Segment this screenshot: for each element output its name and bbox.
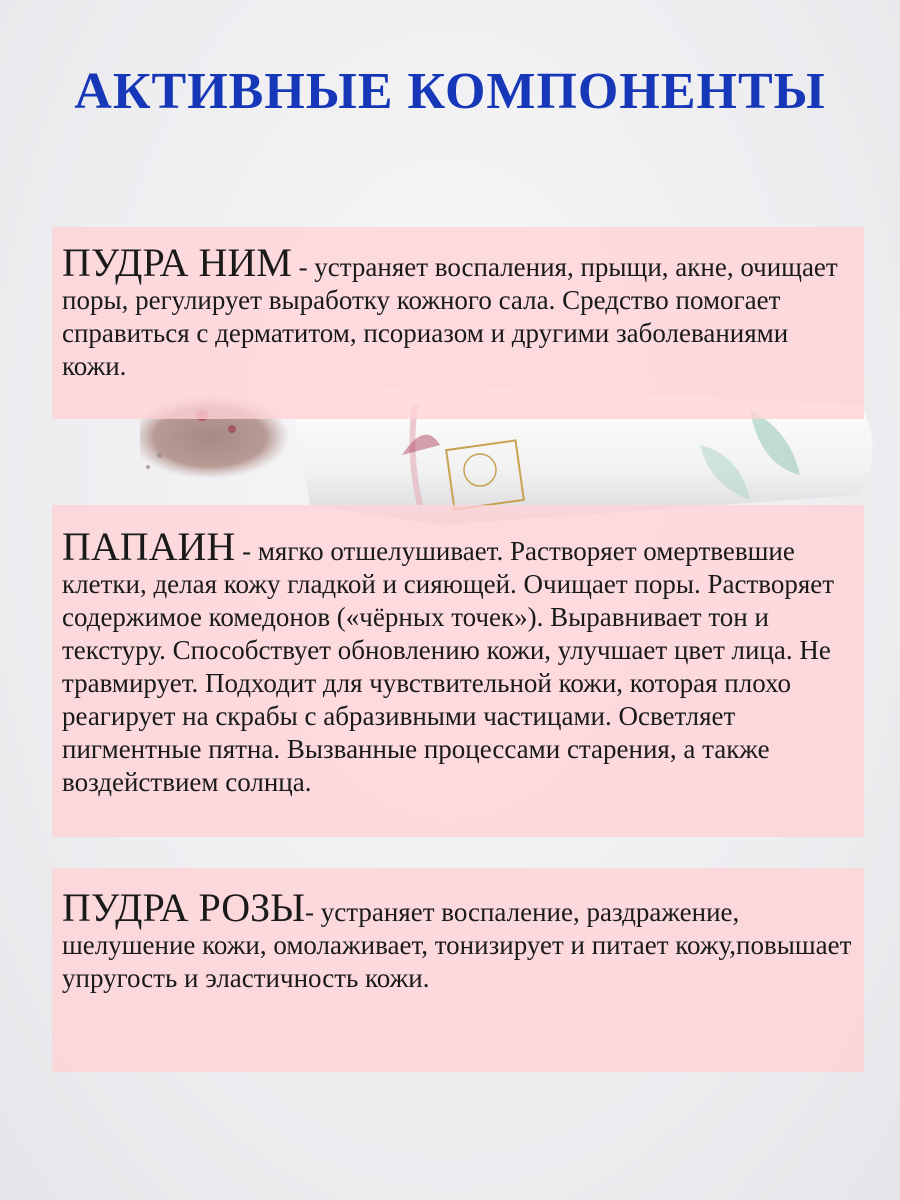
- ingredient-description: - устраняет воспаления, прыщи, акне, очищает поры, регулирует выработку кожного сала. Средство помогает справиться с дерматитом, псориазом и другими заболеваниями кожи.: [62, 252, 838, 381]
- ingredient-description: - мягко отшелушивает. Растворяет омертвевшие клетки, делая кожу гладкой и сияющей. Очищает поры. Растворяет содержимое комедонов («чёрных точек»). Выравнивает тон и текстуру. Способствует обновлению кожи, улучшает цвет лица. Не травмирует. Подходит для чувствительной кожи, которая плохо реагирует на скрабы с абразивными частицами. Осветляет пигментные пятна. Вызванные процессами старения, а также воздействием солнца.: [62, 536, 835, 797]
- ingredient-name: ПАПАИН: [62, 524, 236, 569]
- ingredient-name: ПУДРА РОЗЫ: [62, 885, 306, 930]
- page-title: АКТИВНЫЕ КОМПОНЕНТЫ: [74, 63, 826, 120]
- ingredient-name: ПУДРА НИМ: [62, 240, 292, 285]
- ingredient-card-neem: [52, 227, 864, 419]
- ingredient-card-rose: [52, 868, 864, 1072]
- ingredient-description: - устраняет воспаление, раздражение, шелушение кожи, омолаживает, тонизирует и питает кожу,повышает упругость и эластичность кожи.: [62, 897, 852, 993]
- ingredient-card-papain: [52, 505, 864, 837]
